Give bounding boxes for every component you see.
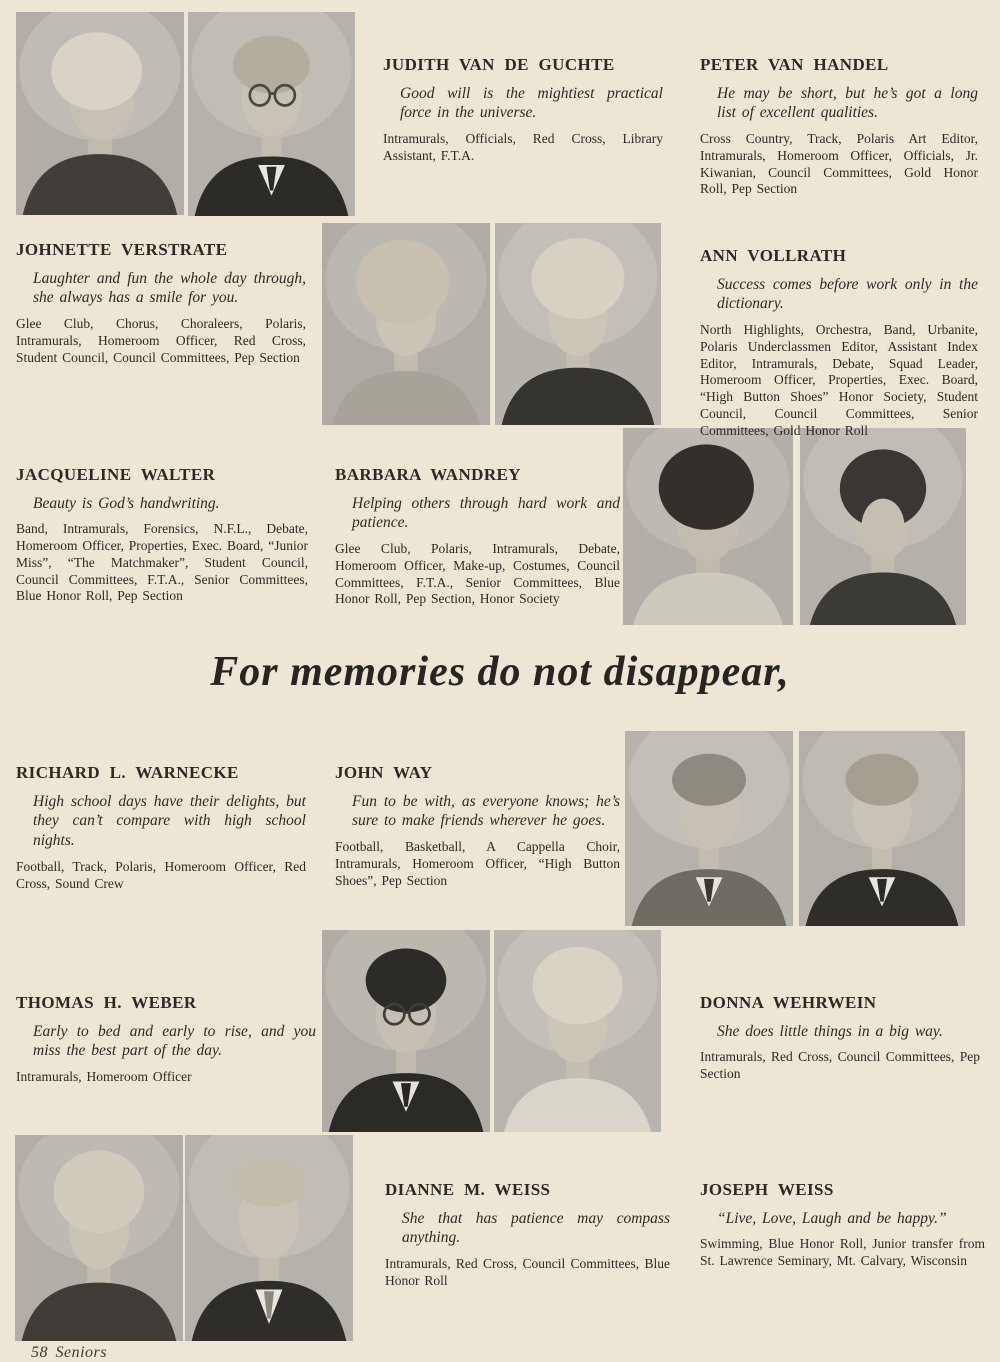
student-quote: Laughter and fun the whole day through, she always has a smile for you.	[33, 269, 306, 307]
student-quote: She that has patience may compass anything.	[402, 1209, 670, 1247]
page-number-footer: 58 Seniors	[31, 1344, 107, 1361]
student-quote: Fun to be with, as everyone knows; he’s sure to make friends wherever he goes.	[352, 792, 620, 830]
entry-dianne-m-weiss	[385, 1180, 670, 1290]
entry-barbara-wandrey	[335, 465, 620, 608]
student-name: JOHNETTE VERSTRATE	[16, 240, 228, 259]
student-activities: Swimming, Blue Honor Roll, Junior transfer from St. Lawrence Seminary, Mt. Calvary, Wisconsin	[700, 1236, 985, 1269]
entry-peter-van-handel	[700, 55, 978, 198]
student-quote: Success comes before work only in the dictionary.	[717, 275, 978, 313]
student-activities: Football, Track, Polaris, Homeroom Officer, Red Cross, Sound Crew	[16, 859, 306, 891]
portrait-photo-7	[625, 731, 793, 926]
entry-judith-van-de-guchte	[383, 55, 663, 165]
student-activities: Intramurals, Officials, Red Cross, Library Assistant, F.T.A.	[383, 131, 663, 163]
portrait-photo-3	[322, 223, 490, 425]
portrait-photo-6	[800, 428, 966, 625]
portrait-photo-10	[494, 930, 661, 1132]
student-quote: Good will is the mightiest practical force in the universe.	[400, 84, 663, 122]
student-name: DONNA WEHRWEIN	[700, 993, 877, 1012]
student-name: ANN VOLLRATH	[700, 246, 847, 265]
student-name: JUDITH VAN DE GUCHTE	[383, 55, 615, 74]
student-activities: Intramurals, Red Cross, Council Committees, Pep Section	[700, 1049, 980, 1082]
student-quote: Helping others through hard work and patience.	[352, 494, 620, 532]
student-name: JOHN WAY	[335, 763, 433, 782]
portrait-photo-12	[185, 1135, 353, 1341]
section-heading: For memories do not disappear,	[210, 649, 790, 695]
student-name: PETER VAN HANDEL	[700, 55, 889, 74]
student-name: JACQUELINE WALTER	[16, 465, 216, 484]
portrait-photo-1	[16, 12, 184, 215]
portrait-photo-2	[188, 12, 355, 216]
portrait-photo-9	[322, 930, 490, 1132]
entry-ann-vollrath	[700, 246, 978, 439]
portrait-photo-4	[495, 223, 661, 425]
entry-jacqueline-walter	[16, 465, 308, 605]
student-activities: Band, Intramurals, Forensics, N.F.L., Debate, Homeroom Officer, Properties, Exec. Board, “Junior Miss”, “The Matchmaker”, Student Council, Council Committees, F.T.A., Senior Committees, Blue Honor Roll, Pep Section	[16, 521, 309, 604]
student-quote: He may be short, but he’s got a long list of excellent qualities.	[717, 84, 978, 122]
student-activities: North Highlights, Orchestra, Band, Urbanite, Polaris Underclassmen Editor, Assistant Index Editor, Intramurals, Debate, Squad Leader, Homeroom Officer, Properties, Exec. Board, “High Button Shoes” Honor Society, Student Council, Council Committees, Senior Committees, Gold Honor Roll	[700, 322, 978, 438]
student-quote: High school days have their delights, but they can’t compare with high school nights.	[33, 792, 306, 850]
student-quote: “Live, Love, Laugh and be happy.”	[717, 1209, 947, 1227]
entry-john-way	[335, 763, 620, 889]
entry-thomas-h-weber	[16, 993, 316, 1086]
student-quote: She does little things in a big way.	[717, 1022, 943, 1040]
student-quote: Early to bed and early to rise, and you miss the best part of the day.	[33, 1022, 316, 1060]
entry-joseph-weiss	[700, 1180, 985, 1270]
entry-johnette-verstrate	[16, 240, 306, 366]
portrait-photo-5	[623, 428, 793, 625]
entry-richard-l-warnecke	[16, 763, 306, 893]
student-activities: Intramurals, Red Cross, Council Committees, Blue Honor Roll	[385, 1256, 670, 1288]
portrait-photo-11	[15, 1135, 183, 1341]
student-activities: Glee Club, Chorus, Choraleers, Polaris, Intramurals, Homeroom Officer, Red Cross, Student Council, Council Committees, Pep Section	[16, 316, 306, 365]
student-name: THOMAS H. WEBER	[16, 993, 197, 1012]
student-name: BARBARA WANDREY	[335, 465, 521, 484]
student-quote: Beauty is God’s handwriting.	[33, 494, 220, 512]
entry-donna-wehrwein	[700, 993, 980, 1083]
student-activities: Football, Basketball, A Cappella Choir, Intramurals, Homeroom Officer, “High Button Shoes”, Pep Section	[335, 839, 620, 888]
student-name: RICHARD L. WARNECKE	[16, 763, 239, 782]
portrait-photo-8	[799, 731, 965, 926]
student-activities: Cross Country, Track, Polaris Art Editor, Intramurals, Homeroom Officer, Officials, Jr. Kiwanian, Council Committees, Gold Honor Roll, Pep Section	[700, 131, 978, 197]
student-name: JOSEPH WEISS	[700, 1180, 834, 1199]
student-name: DIANNE M. WEISS	[385, 1180, 551, 1199]
student-activities: Intramurals, Homeroom Officer	[16, 1069, 192, 1085]
student-activities: Glee Club, Polaris, Intramurals, Debate, Homeroom Officer, Make-up, Costumes, Council Committees, F.T.A., Senior Committees, Blue Honor Roll, Pep Section, Honor Society	[335, 541, 620, 607]
